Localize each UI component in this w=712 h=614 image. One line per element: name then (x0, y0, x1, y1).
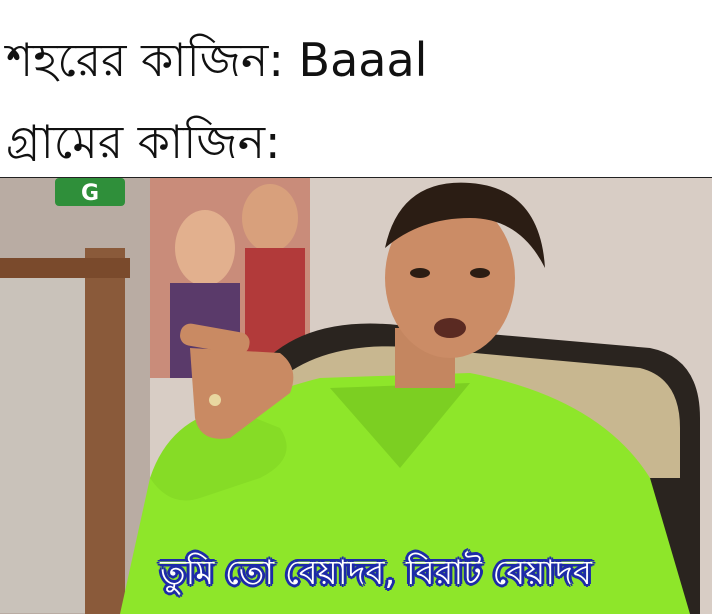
caption-area (0, 0, 712, 169)
caption-line-city-cousin: শহরের কাজিন: Baaal (6, 33, 428, 87)
wooden-beam (0, 258, 130, 278)
caption-line-village-cousin: গ্রামের কাজিন: (6, 115, 281, 169)
subtitle-text: তুমি তো বেয়াদব, বিরাট বেয়াদব (160, 553, 592, 593)
ring-icon (209, 394, 221, 406)
svg-text:G: G (80, 181, 100, 206)
channel-logo-icon (55, 178, 125, 206)
